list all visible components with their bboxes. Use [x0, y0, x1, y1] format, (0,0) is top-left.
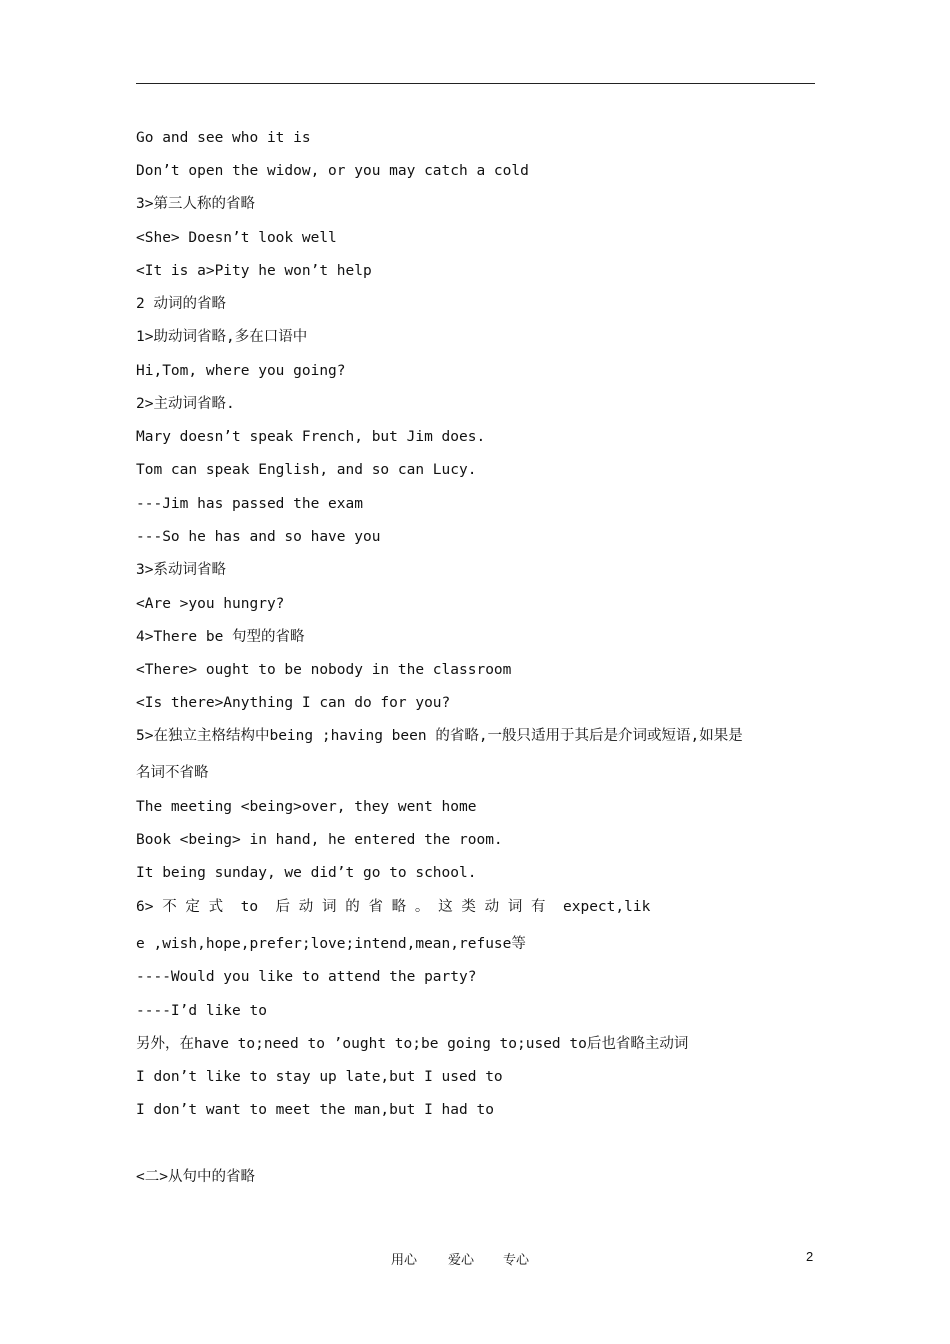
- text-line: <There> ought to be nobody in the classroom: [136, 662, 512, 678]
- text-line: Hi,Tom, where you going?: [136, 363, 346, 379]
- text-line: Tom can speak English, and so can Lucy.: [136, 462, 477, 478]
- text-line: e ,wish,hope,prefer;love;intend,mean,refuse等: [136, 936, 526, 952]
- text-line: <She> Doesn’t look well: [136, 230, 337, 246]
- text-line: ----I’d like to: [136, 1003, 267, 1019]
- text-line: 6> 不 定 式 to 后 动 词 的 省 略 。 这 类 动 词 有 expect,lik: [136, 899, 651, 915]
- text-line: <Is there>Anything I can do for you?: [136, 695, 451, 711]
- text-line: The meeting <being>over, they went home: [136, 799, 477, 815]
- text-line: Book <being> in hand, he entered the room.: [136, 832, 503, 848]
- text-line: 3>系动词省略: [136, 562, 226, 578]
- text-line: Mary doesn’t speak French, but Jim does.: [136, 429, 486, 445]
- section-heading: <二>从句中的省略: [136, 1169, 255, 1185]
- text-line: I don’t want to meet the man,but I had to: [136, 1102, 494, 1118]
- text-line: 3>第三人称的省略: [136, 196, 255, 212]
- page-number: 2: [806, 1249, 814, 1264]
- text-line: ----Would you like to attend the party?: [136, 969, 477, 985]
- text-line: <Are >you hungry?: [136, 596, 285, 612]
- text-line: 5>在独立主格结构中being ;having been 的省略,一般只适用于其后是介词或短语,如果是: [136, 728, 743, 744]
- footer-motto-2: 爱心: [448, 1253, 475, 1268]
- footer-motto-1: 用心: [391, 1253, 418, 1268]
- text-line: ---Jim has passed the exam: [136, 496, 363, 512]
- text-line: <It is a>Pity he won’t help: [136, 263, 372, 279]
- text-line: 名词不省略: [136, 765, 209, 781]
- text-line: 4>There be 句型的省略: [136, 629, 305, 645]
- section-heading: 2 动词的省略: [136, 296, 226, 312]
- text-line: It being sunday, we did’t go to school.: [136, 865, 477, 881]
- text-line: ---So he has and so have you: [136, 529, 381, 545]
- text-line: Don’t open the widow, or you may catch a cold: [136, 163, 529, 179]
- text-line: 另外，在have to;need to ’ought to;be going to;used to后也省略主动词: [136, 1036, 689, 1052]
- text-line: I don’t like to stay up late,but I used to: [136, 1069, 503, 1085]
- text-line: 1>助动词省略,多在口语中: [136, 329, 308, 345]
- text-line: 2>主动词省略.: [136, 396, 235, 412]
- text-line: Go and see who it is: [136, 130, 311, 146]
- header-rule: [136, 83, 815, 84]
- footer-motto-3: 专心: [503, 1253, 530, 1268]
